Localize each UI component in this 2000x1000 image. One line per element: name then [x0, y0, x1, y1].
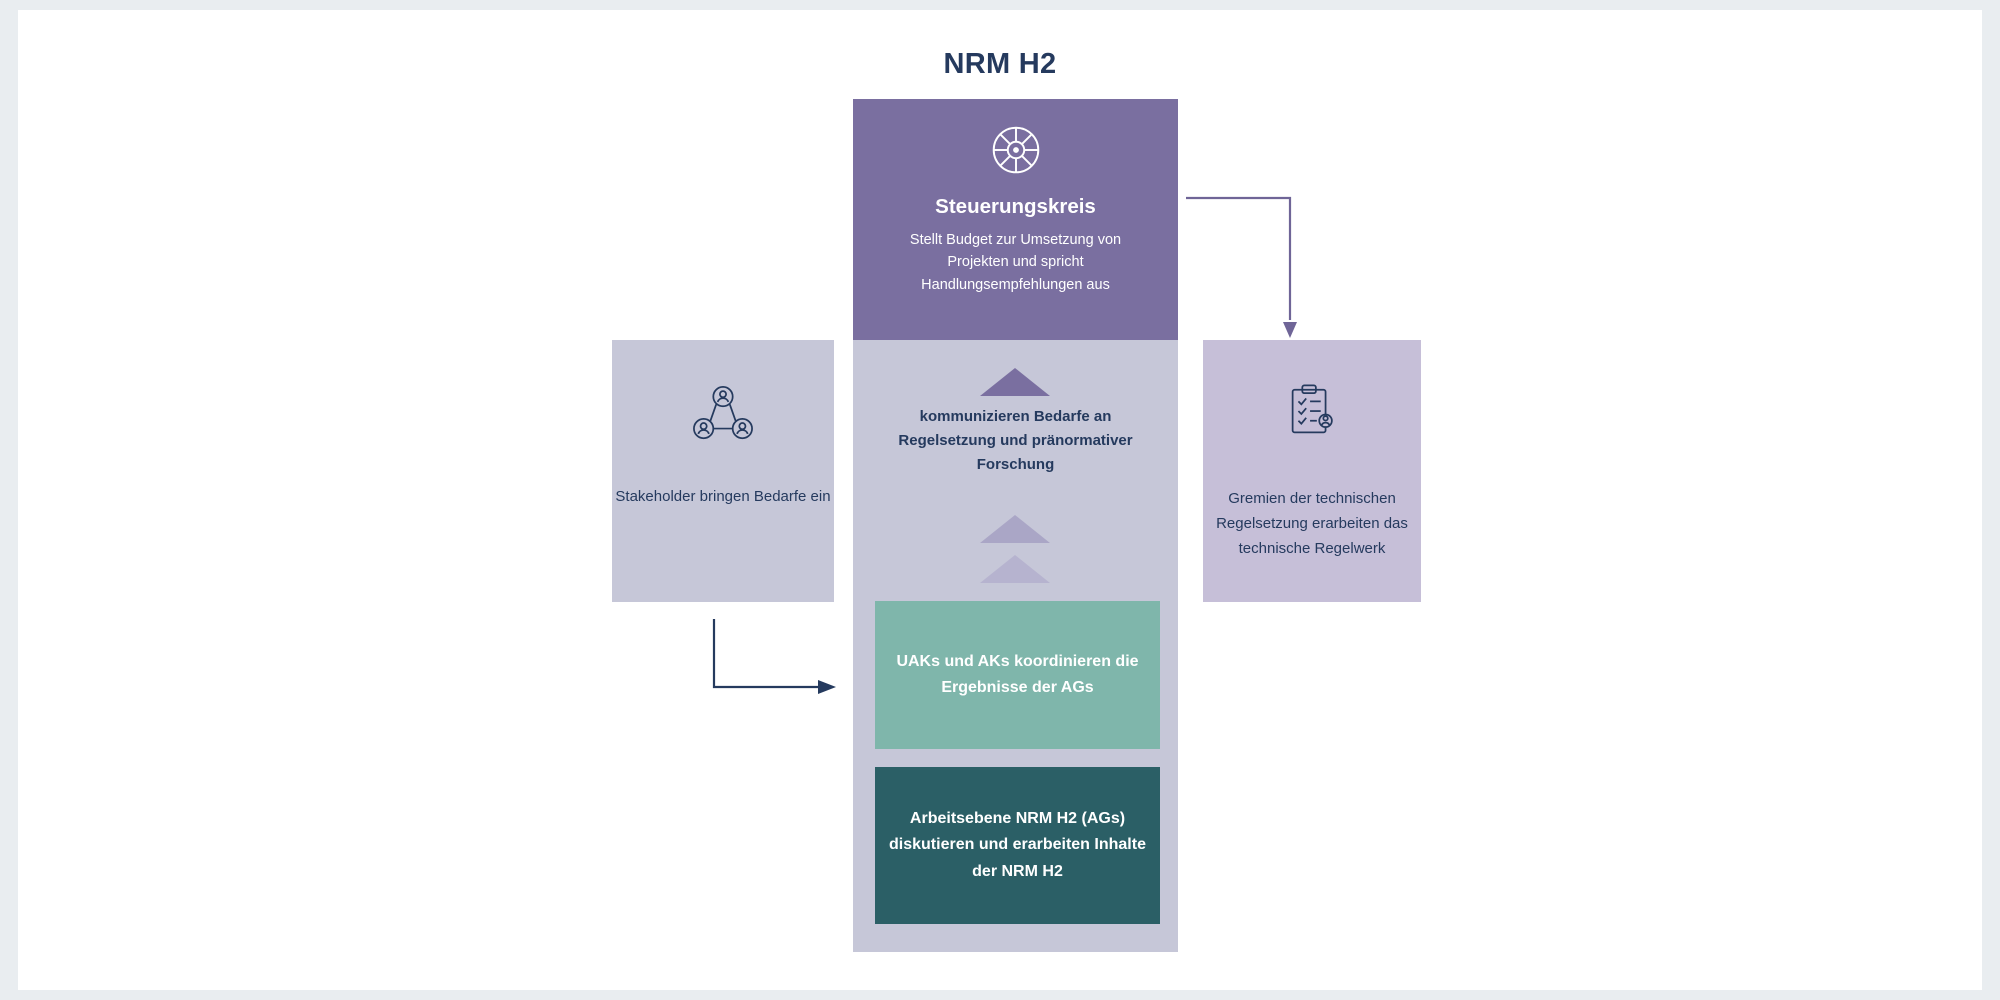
steuerungskreis-description: Stellt Budget zur Umsetzung von Projekten und spricht Handlungsempfehlungen aus: [909, 232, 1122, 293]
page-title: NRM H2: [943, 48, 1057, 80]
stakeholder-box: [612, 340, 834, 602]
stakeholder-text: Stakeholder bringen Bedarfe ein: [615, 488, 831, 505]
clipboard-checklist-person-icon: [1281, 431, 1343, 448]
diagram-canvas: [18, 10, 1982, 990]
steuerungskreis-heading: Steuerungskreis: [935, 195, 1096, 218]
ship-wheel-icon: [853, 119, 1178, 181]
gremien-text: Gremien der technischen Regelsetzung erarbeiten das technische Regelwerk: [1216, 490, 1408, 557]
uak-ak-box: [875, 601, 1160, 749]
up-arrow-triangle-tertiary: [980, 555, 1050, 583]
connector-arrow-right: [1178, 190, 1328, 350]
gremien-box: [1203, 340, 1421, 602]
middle-communication-text: kommunizieren Bedarfe an Regelsetzung und pränormativer Forschung: [898, 408, 1133, 473]
steuerungskreis-box: [853, 99, 1178, 340]
up-arrow-triangle-primary: [980, 368, 1050, 396]
people-network-icon: [690, 433, 756, 450]
arbeitsebene-text: Arbeitsebene NRM H2 (AGs) diskutieren und erarbeiten Inhalte der NRM H2: [889, 809, 1146, 880]
arbeitsebene-box: [875, 767, 1160, 924]
up-arrow-triangle-secondary: [980, 515, 1050, 543]
uak-ak-text: UAKs und AKs koordinieren die Ergebnisse der AGs: [896, 652, 1139, 696]
connector-arrow-left: [708, 615, 843, 710]
